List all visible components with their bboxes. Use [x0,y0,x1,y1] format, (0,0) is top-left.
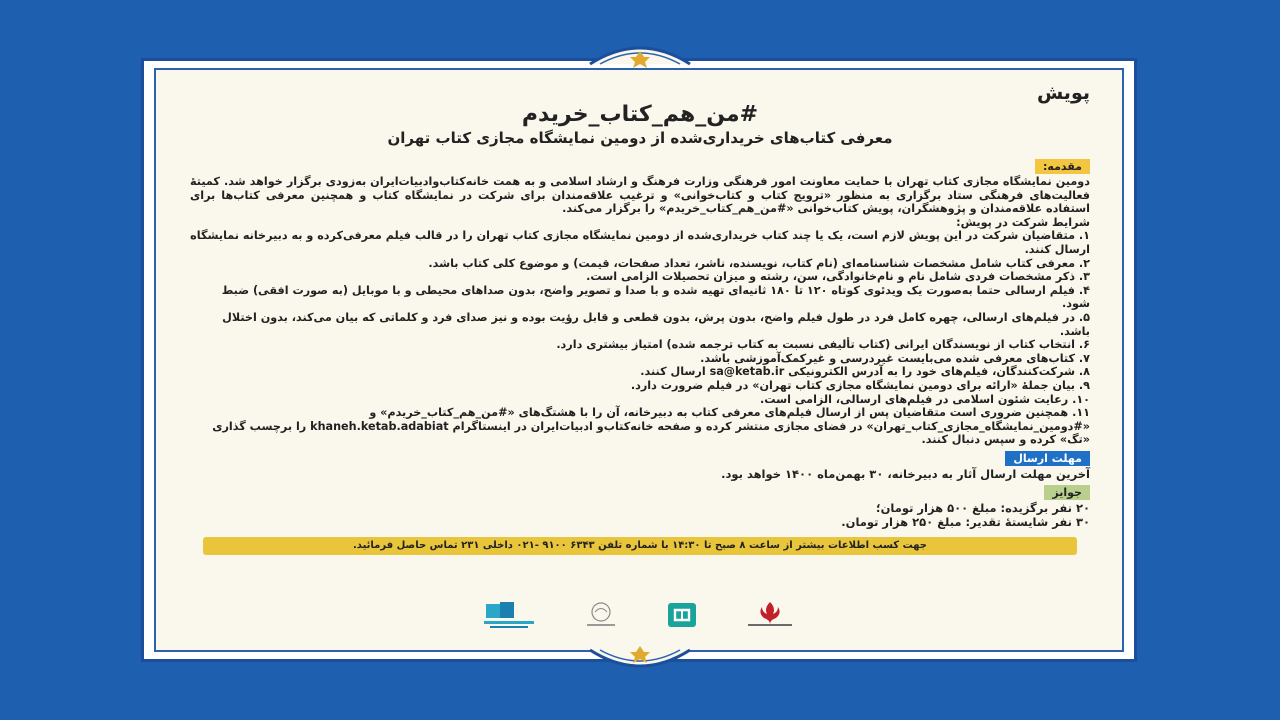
conditions-list [190,229,1090,447]
bottom-ornament-icon [586,636,694,676]
list-item: ۵. در فیلم‌های ارسالی، چهره کامل فرد در طول فیلم واضح، بدون پرش، بدون قطعی و قابل رؤیت بوده و نیز صدای فرد و کلماتی که بیان می‌کند، بدون اختلال باشد. [222,310,1090,338]
list-item: ۴. فیلم ارسالی حتما به‌صورت یک ویدئوی کوتاه ۱۲۰ تا ۱۸۰ ثانیه‌ای تهیه شده و با صدا و تصویر واضح، بدون صداهای محیطی و با موبایل (به صورت افقی) ضبط شود. [221,283,1090,311]
list-item: ۱۱. همچنین ضروری است متقاضیان پس از ارسال فیلم‌های معرفی کتاب به دبیرخانه، آن را با هشتگ‌های «#من_هم_کتاب_خریدم» و «#دومین_نمایشگاه_مجازی_کتاب_تهران» در فضای مجازی منتشر کرده و صفحه خانه‌کتاب‌و ادبیات‌ایران در اینستاگرام khaneh.ketab.adabiat را برچسب گذاری «تگ» کرده و سپس دنبال کنند. [212,406,1090,447]
ministry-emblem-logo [740,600,800,630]
intro-badge: مقدمه: [1035,159,1090,174]
prize-second: ۳۰ نفر شایستهٔ تقدیر: مبلغ ۲۵۰ هزار تومان. [841,514,1090,529]
deadline-badge: مهلت ارسال [1005,451,1090,466]
list-item: ۳. ذکر مشخصات فردی شامل نام و نام‌خانوادگی، سن، رشته و میزان تحصیلات الزامی است. [586,270,1090,284]
contact-bar: جهت کسب اطلاعات بیشتر از ساعت ۸ صبح تا ۱۴:۳۰ با شماره تلفن ۶۳۴۳ ۹۱۰۰ -۰۲۱ داخلی ۲۳۱ تماس حاصل فرمائید. [203,537,1077,555]
ketab-house-logo [665,600,699,630]
campaign-subtitle: معرفی کتاب‌های خریداری‌شده از دومین نمایشگاه مجازی کتاب تهران [387,129,893,147]
campaign-label: پویش [1036,82,1090,104]
prize-first: ۲۰ نفر برگزیده: مبلغ ۵۰۰ هزار تومان؛ [876,500,1090,515]
list-item: ۶. انتخاب کتاب از نویسندگان ایرانی (کتاب تألیفی نسبت به کتاب ترجمه شده) امتیاز بیشتری دارد. [556,338,1090,352]
prizes-badge: جوایز [1044,485,1090,500]
list-item: ۸. شرکت‌کنندگان، فیلم‌های خود را به آدرس الکترونیکی sa@ketab.ir ارسال کنند. [640,365,1090,379]
deadline-text: آخرین مهلت ارسال آثار به دبیرخانه، ۳۰ بهمن‌ماه ۱۴۰۰ خواهد بود. [721,466,1090,481]
intro-text: دومین نمایشگاه مجازی کتاب تهران با حمایت معاونت امور فرهنگی وزارت فرهنگ و ارشاد اسلامی و به همت خانه‌کتاب‌وادبیات‌ایران به‌زودی برگزار خواهد شد. کمیتهٔ فعالیت‌های فرهنگی ستاد برگزاری به منظور «ترویج کتاب و کتاب‌خوانی» و ترغیب علاقه‌مندان برای شرکت در نمایشگاه کتاب و همچنین معرفی کتاب‌ها برای استفاده علاقه‌مندان و پژوهشگران، پویش کتاب‌خوانی «#من_هم_کتاب_خریدم» را برگزار می‌کند. [190,175,1090,216]
conditions-title: شرایط شرکت در پویش: [956,215,1090,229]
list-item: ۹. بیان جملهٔ «ارائه برای دومین نمایشگاه مجازی کتاب تهران» در فیلم ضرورت دارد. [630,378,1090,392]
list-item: ۷. کتاب‌های معرفی شده می‌بایست غیردرسی و غیرکمک‌آموزشی باشد. [700,351,1090,365]
list-item: ۱. متقاضیان شرکت در این پویش لازم است، یک یا چند کتاب خریداری‌شده از دومین نمایشگاه مجازی کتاب تهران را در قالب فیلم معرفی‌کرده و به دبیرخانه نمایشگاه ارسال کنند. [190,229,1090,256]
virtual-book-fair-logo [480,600,538,630]
list-item: ۲. معرفی کتاب شامل مشخصات شناسنامه‌ای (نام کتاب، نویسنده، ناشر، تعداد صفحات، قیمت) و موضوع کلی کتاب باشد. [428,256,1090,270]
campaign-hashtag: #من_هم_کتاب_خریدم [521,102,759,127]
list-item: ۱۰. رعایت شئون اسلامی در فیلم‌های ارسالی، الزامی است. [760,392,1090,406]
sponsor-logos [480,598,800,632]
ketab-fair-logo [579,600,623,630]
poster-content [190,70,1090,610]
